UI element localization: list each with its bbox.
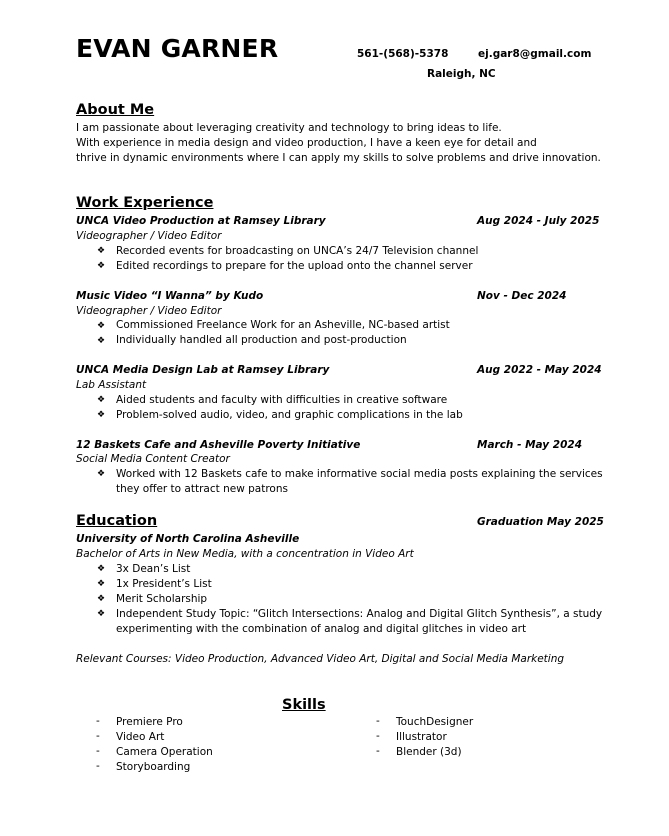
work-heading: Work Experience (76, 195, 214, 211)
skill-item: Video Art (116, 731, 165, 743)
phone-number: 561-(568)-5378 (357, 48, 449, 60)
skills-heading: Skills (282, 697, 326, 713)
resume-name: EVAN GARNER (76, 34, 279, 63)
bullet-icon: ❖ (97, 579, 106, 589)
bullet-icon: ❖ (97, 469, 106, 479)
job-bullet: Edited recordings to prepare for the upload onto the channel server (116, 260, 473, 272)
education-bullet: 3x Dean’s List (116, 563, 191, 575)
dash-marker: - (96, 730, 100, 742)
job-dates: Aug 2024 - July 2025 (477, 215, 600, 227)
bullet-icon: ❖ (97, 564, 106, 574)
bullet-icon: ❖ (97, 594, 106, 604)
skill-item: TouchDesigner (396, 716, 474, 728)
relevant-courses: Relevant Courses: Video Production, Advanced Video Art, Digital and Social Media Marketing (76, 653, 565, 665)
education-dates: Graduation May 2025 (477, 516, 604, 528)
job-bullet: Problem-solved audio, video, and graphic complications in the lab (116, 409, 463, 421)
school-name: University of North Carolina Asheville (76, 533, 300, 545)
job-title: Music Video “I Wanna” by Kudo (76, 290, 264, 302)
education-bullet: Merit Scholarship (116, 593, 208, 605)
job-bullet: Individually handled all production and post-production (116, 334, 407, 346)
dash-marker: - (96, 715, 100, 727)
job-role: Lab Assistant (76, 379, 147, 391)
bullet-icon: ❖ (97, 395, 106, 405)
skill-item: Camera Operation (116, 746, 213, 758)
degree: Bachelor of Arts in New Media, with a concentration in Video Art (76, 548, 414, 560)
bullet-icon: ❖ (97, 336, 106, 346)
job-dates: March - May 2024 (477, 439, 583, 451)
job-title: UNCA Media Design Lab at Ramsey Library (76, 364, 330, 376)
skill-item: Premiere Pro (116, 716, 183, 728)
job-bullet: Worked with 12 Baskets cafe to make informative social media posts explaining the services (116, 468, 603, 480)
education-bullet: Independent Study Topic: “Glitch Intersections: Analog and Digital Glitch Synthesis”, a study (116, 608, 603, 620)
job-dates: Aug 2022 - May 2024 (477, 364, 602, 376)
job-role: Videographer / Video Editor (76, 230, 222, 242)
job-role: Videographer / Video Editor (76, 305, 222, 317)
about-line: I am passionate about leveraging creativity and technology to bring ideas to life. (76, 122, 502, 134)
about-heading: About Me (76, 102, 155, 118)
job-bullet: Recorded events for broadcasting on UNCA’s 24/7 Television channel (116, 245, 479, 257)
bullet-icon: ❖ (97, 321, 106, 331)
job-title: 12 Baskets Cafe and Asheville Poverty Initiative (76, 439, 361, 451)
about-line: thrive in dynamic environments where I can apply my skills to solve problems and drive innovation. (76, 152, 601, 164)
job-title: UNCA Video Production at Ramsey Library (76, 215, 326, 227)
job-role: Social Media Content Creator (76, 453, 230, 465)
dash-marker: - (376, 715, 380, 727)
dash-marker: - (96, 745, 100, 757)
education-bullet-continued: experimenting with the combination of analog and digital glitches in video art (116, 623, 527, 635)
bullet-icon: ❖ (97, 410, 106, 420)
dash-marker: - (376, 730, 380, 742)
bullet-icon: ❖ (97, 609, 106, 619)
about-line: With experience in media design and video production, I have a keen eye for detail and (76, 137, 537, 149)
education-heading: Education (76, 513, 158, 529)
dash-marker: - (376, 745, 380, 757)
email-address: ej.gar8@gmail.com (478, 48, 592, 60)
bullet-icon: ❖ (97, 261, 106, 271)
job-bullet: Commissioned Freelance Work for an Asheville, NC-based artist (116, 319, 450, 331)
skill-item: Blender (3d) (396, 746, 462, 758)
skill-item: Storyboarding (116, 761, 191, 773)
skill-item: Illustrator (396, 731, 447, 743)
education-bullet: 1x President’s List (116, 578, 212, 590)
job-bullet: Aided students and faculty with difficulties in creative software (116, 394, 448, 406)
job-dates: Nov - Dec 2024 (477, 290, 567, 302)
bullet-icon: ❖ (97, 246, 106, 256)
location: Raleigh, NC (427, 68, 496, 80)
dash-marker: - (96, 760, 100, 772)
job-bullet-continued: they offer to attract new patrons (116, 483, 288, 495)
